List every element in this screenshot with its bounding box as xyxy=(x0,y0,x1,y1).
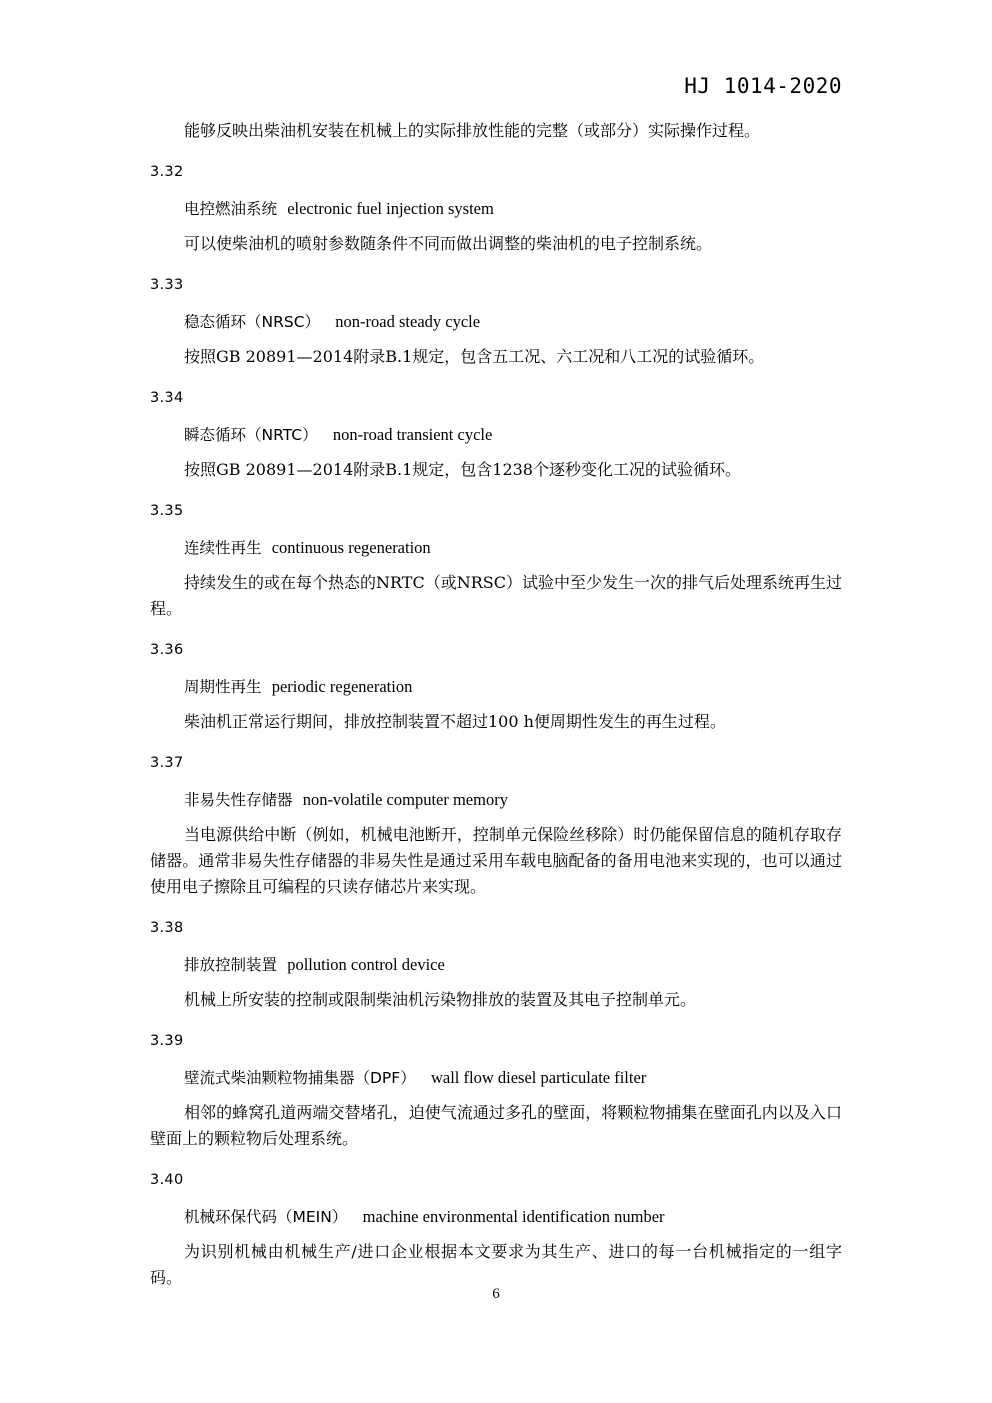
term-chinese: 稳态循环（NRSC） xyxy=(184,313,321,331)
term-english: machine environmental identification number xyxy=(362,1207,665,1226)
definition-entry xyxy=(150,275,842,370)
term-definition: 当电源供给中断（例如，机械电池断开，控制单元保险丝移除）时仍能保留信息的随机存取存储器。通常非易失性存储器的非易失性是通过采用车载电脑配备的备用电池来实现的，也可以通过使用电子擦除且可编程的只读存储芯片来实现。 xyxy=(150,825,842,896)
term-separator xyxy=(320,312,335,331)
term-english: wall flow diesel particulate filter xyxy=(430,1068,647,1087)
term-english: non-volatile computer memory xyxy=(302,790,508,809)
term-definition: 按照GB 20891—2014附录B.1规定，包含1238个逐秒变化工况的试验循环。 xyxy=(184,460,741,479)
definition-entry xyxy=(150,918,842,1013)
term-definition: 相邻的蜂窝孔道两端交替堵孔，迫使气流通过多孔的壁面，将颗粒物捕集在壁面孔内以及入口壁面上的颗粒物后处理系统。 xyxy=(150,1103,842,1148)
term-english: periodic regeneration xyxy=(271,677,413,696)
term-definition: 持续发生的或在每个热态的NRTC（或NRSC）试验中至少发生一次的排气后处理系统再生过程。 xyxy=(150,573,842,618)
term-heading xyxy=(150,423,842,447)
term-heading xyxy=(150,1066,842,1090)
term-definition: 机械上所安装的控制或限制柴油机污染物排放的装置及其电子控制单元。 xyxy=(184,990,697,1009)
term-chinese: 连续性再生 xyxy=(184,539,262,557)
term-heading xyxy=(150,310,842,334)
term-english: pollution control device xyxy=(287,955,445,974)
term-english: non-road transient cycle xyxy=(332,425,493,444)
main-content xyxy=(150,118,842,1309)
clause-number: 3.39 xyxy=(150,1033,184,1049)
term-english: non-road steady cycle xyxy=(335,312,481,331)
term-definition: 柴油机正常运行期间，排放控制装置不超过100 h便周期性发生的再生过程。 xyxy=(184,712,726,731)
definition-entry xyxy=(150,501,842,622)
clause-number: 3.40 xyxy=(150,1172,184,1188)
term-english: electronic fuel injection system xyxy=(287,199,494,218)
term-heading xyxy=(150,788,842,812)
definition-entry xyxy=(150,388,842,483)
term-english: continuous regeneration xyxy=(271,538,431,557)
term-heading xyxy=(150,536,842,560)
clause-number: 3.32 xyxy=(150,164,184,180)
clause-number: 3.35 xyxy=(150,503,184,519)
clause-number: 3.33 xyxy=(150,277,184,293)
clause-number: 3.38 xyxy=(150,920,184,936)
definition-entry xyxy=(150,1170,842,1291)
term-chinese: 瞬态循环（NRTC） xyxy=(184,426,318,444)
term-separator xyxy=(347,1207,362,1226)
term-separator xyxy=(262,677,272,696)
document-code: HJ 1014-2020 xyxy=(684,74,842,98)
term-heading xyxy=(150,197,842,221)
term-separator xyxy=(262,538,272,557)
term-separator xyxy=(416,1068,431,1087)
intro-paragraph: 能够反映出柴油机安装在机械上的实际排放性能的完整（或部分）实际操作过程。 xyxy=(184,121,761,140)
definition-entry xyxy=(150,640,842,735)
term-chinese: 非易失性存储器 xyxy=(184,791,293,809)
term-definition: 按照GB 20891—2014附录B.1规定，包含五工况、六工况和八工况的试验循环。 xyxy=(184,347,765,366)
page-number: 6 xyxy=(492,1286,500,1302)
clause-number: 3.34 xyxy=(150,390,184,406)
term-separator xyxy=(293,790,303,809)
term-separator xyxy=(318,425,333,444)
definition-entry xyxy=(150,162,842,257)
term-chinese: 电控燃油系统 xyxy=(184,200,278,218)
term-chinese: 排放控制装置 xyxy=(184,956,278,974)
term-heading xyxy=(150,675,842,699)
clause-number: 3.37 xyxy=(150,755,184,771)
definition-entry xyxy=(150,1031,842,1152)
term-separator xyxy=(277,199,287,218)
definition-entries xyxy=(150,162,842,1291)
clause-number: 3.36 xyxy=(150,642,184,658)
term-definition: 为识别机械由机械生产/进口企业根据本文要求为其生产、进口的每一台机械指定的一组字码。 xyxy=(150,1242,842,1287)
term-separator xyxy=(277,955,287,974)
term-chinese: 周期性再生 xyxy=(184,678,262,696)
definition-entry xyxy=(150,753,842,900)
term-definition: 可以使柴油机的喷射参数随条件不同而做出调整的柴油机的电子控制系统。 xyxy=(184,234,713,253)
term-chinese: 机械环保代码（MEIN） xyxy=(184,1208,348,1226)
term-heading xyxy=(150,953,842,977)
term-chinese: 壁流式柴油颗粒物捕集器（DPF） xyxy=(184,1069,416,1087)
term-heading xyxy=(150,1205,842,1229)
